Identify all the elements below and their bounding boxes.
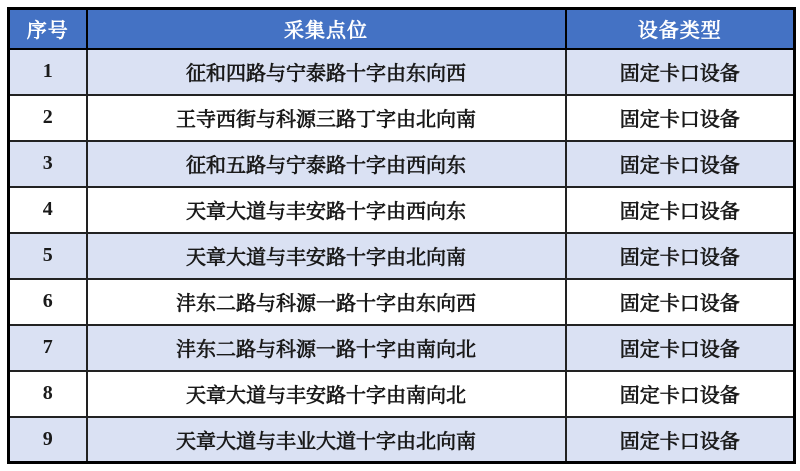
cell-device: 固定卡口设备: [566, 49, 795, 95]
cell-device: 固定卡口设备: [566, 141, 795, 187]
table-header: [9, 9, 795, 49]
table-row: [9, 49, 795, 95]
column-header-location: 采集点位: [87, 9, 566, 49]
table-row: [9, 141, 795, 187]
cell-device: 固定卡口设备: [566, 233, 795, 279]
cell-location: 天章大道与丰安路十字由南向北: [87, 371, 566, 417]
table-row: [9, 325, 795, 371]
table-row: [9, 233, 795, 279]
table-row: [9, 279, 795, 325]
cell-device: 固定卡口设备: [566, 417, 795, 463]
cell-location: 天章大道与丰安路十字由北向南: [87, 233, 566, 279]
table-row: [9, 417, 795, 463]
cell-no: 6: [9, 279, 87, 325]
cell-location: 沣东二路与科源一路十字由南向北: [87, 325, 566, 371]
cell-device: 固定卡口设备: [566, 95, 795, 141]
collection-points-table: [7, 7, 796, 464]
table-row: [9, 95, 795, 141]
column-header-device-type: 设备类型: [566, 9, 795, 49]
cell-location: 天章大道与丰安路十字由西向东: [87, 187, 566, 233]
cell-device: 固定卡口设备: [566, 371, 795, 417]
cell-location: 征和四路与宁泰路十字由东向西: [87, 49, 566, 95]
cell-location: 沣东二路与科源一路十字由东向西: [87, 279, 566, 325]
cell-no: 2: [9, 95, 87, 141]
cell-no: 1: [9, 49, 87, 95]
cell-no: 8: [9, 371, 87, 417]
cell-no: 9: [9, 417, 87, 463]
cell-device: 固定卡口设备: [566, 187, 795, 233]
cell-no: 3: [9, 141, 87, 187]
cell-device: 固定卡口设备: [566, 325, 795, 371]
header-row: [9, 9, 795, 49]
cell-no: 5: [9, 233, 87, 279]
table-body: [9, 49, 795, 463]
cell-location: 王寺西街与科源三路丁字由北向南: [87, 95, 566, 141]
table-row: [9, 371, 795, 417]
cell-device: 固定卡口设备: [566, 279, 795, 325]
cell-no: 7: [9, 325, 87, 371]
table-row: [9, 187, 795, 233]
cell-no: 4: [9, 187, 87, 233]
cell-location: 征和五路与宁泰路十字由西向东: [87, 141, 566, 187]
column-header-seq: 序号: [9, 9, 87, 49]
cell-location: 天章大道与丰业大道十字由北向南: [87, 417, 566, 463]
